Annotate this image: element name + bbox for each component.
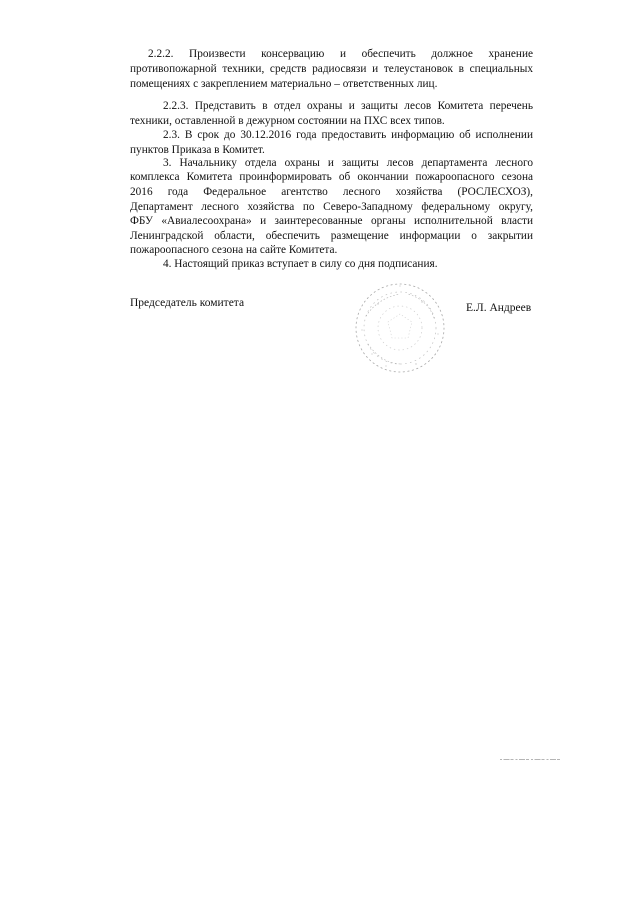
- text-line-15: 4. Настоящий приказ вступает в силу со дня подписания.: [163, 258, 438, 270]
- text-line-14: пожароопасного сезона на сайте Комитета.: [130, 244, 338, 256]
- text-line-5: техники, оставленной в дежурном состоянии на ПХС всех типов.: [130, 115, 445, 127]
- scan-mark: [500, 748, 562, 751]
- text-line-3: помещениях с закреплением материально – ответственных лиц.: [130, 78, 438, 90]
- signature-name: Е.Л. Андреев: [466, 302, 532, 314]
- text-line-6: 2.3. В срок до 30.12.2016 года предоставить информацию об исполнении: [163, 129, 533, 141]
- text-line-12: ФБУ «Авиалесоохрана» и заинтересованные органы исполнительной власти: [130, 215, 533, 227]
- text-line-4: 2.2.3. Представить в отдел охраны и защиты лесов Комитета перечень: [163, 100, 533, 112]
- round-seal-stamp-icon: [348, 278, 452, 382]
- text-line-2: противопожарной техники, средств радиосвязи и телеустановок в специальных: [130, 63, 533, 75]
- text-line-7: пунктов Приказа в Комитет.: [130, 144, 265, 156]
- text-line-1: 2.2.2. Произвести консервацию и обеспечить должное хранение: [148, 48, 533, 60]
- text-line-11: Департамент лесного хозяйства по Северо-Западному федеральному округу,: [130, 201, 533, 213]
- signature-position: Председатель комитета: [130, 297, 245, 309]
- text-line-10: 2016 года Федеральное агентство лесного хозяйства (РОСЛЕСХОЗ),: [130, 186, 533, 198]
- text-line-8: 3. Начальнику отдела охраны и защиты лесов департамента лесного: [163, 157, 533, 169]
- text-line-9: комплекса Комитета проинформировать об окончании пожароопасного сезона: [130, 171, 533, 183]
- text-line-13: Ленинградской области, обеспечить размещение информации о закрытии: [130, 230, 533, 242]
